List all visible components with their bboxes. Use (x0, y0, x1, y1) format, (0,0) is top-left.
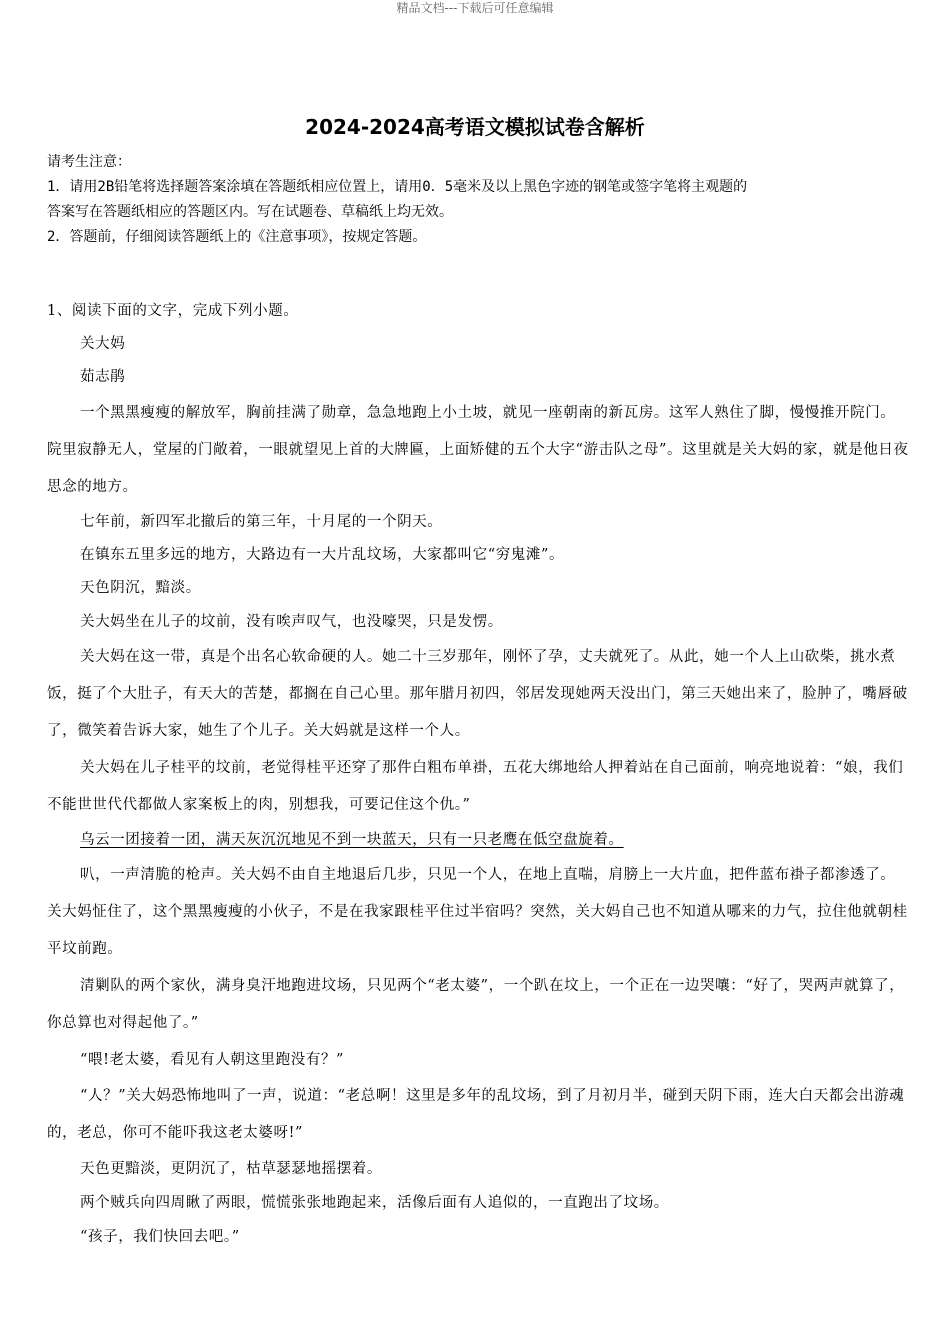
story-author: 茹志鹃 (80, 369, 126, 385)
story-title: 关大妈 (80, 336, 126, 352)
paragraph: 在镇东五里多远的地方，大路边有一大片乱坟场，大家都叫它“穷鬼滩”。 (80, 547, 565, 563)
notice-section (47, 150, 907, 250)
paragraph: 两个贼兵向四周瞅了两眼，慌慌张张地跑起来，活像后面有人追似的，一直跑出了坟场。 (80, 1195, 669, 1211)
paragraph: 关大妈在这一带，真是个出名心软命硬的人。她二十三岁那年，刚怀了孕，丈夫就死了。从此，她一个人上山砍柴，挑水煮饭，挺了个大肚子，有天大的苦楚，都搁在自己心里。那年腊月初四，邻居发现她两天没出门，第三天她出来了，脸肿了，嘴唇破了，微笑着告诉大家，她生了个儿子。关大妈就是这样一个人。 (47, 649, 908, 739)
notice-item-1-line-1: 1．请用2B铅笔将选择题答案涂填在答题纸相应位置上，请用0．5毫米及以上黑色字迹的钢笔或签字笔将主观题的 (47, 179, 748, 195)
paragraph: 清剿队的两个家伙，满身臭汗地跑进坟场，只见两个“老太婆”，一个趴在坟上，一个正在一边哭嚷：“好了，哭两声就算了，你总算也对得起他了。” (47, 978, 905, 1031)
paragraph: 关大妈在儿子桂平的坟前，老觉得桂平还穿了那件白粗布单褂，五花大绑地给人押着站在自己面前，响亮地说着：“娘，我们不能世世代代都做人家案板上的肉，别想我，可要记住这个仇。” (47, 760, 904, 813)
notice-heading: 请考生注意： (47, 154, 131, 170)
page-title: 2024-2024高考语文模拟试卷含解析 (305, 115, 645, 139)
header-note: 精品文档---下载后可任意编辑 (396, 1, 554, 15)
reading-passage (47, 298, 909, 1254)
question-prompt: 1、阅读下面的文字，完成下列小题。 (47, 303, 299, 319)
paragraph: “人？”关大妈恐怖地叫了一声，说道：“老总啊！这里是多年的乱坟场，到了月初月半，碰到天阴下雨，连大白天都会出游魂的，老总，你可不能吓我这老太婆呀!” (47, 1088, 905, 1141)
paragraph: 天色阴沉，黯淡。 (80, 580, 201, 596)
paragraph: 七年前，新四军北撤后的第三年，十月尾的一个阴天。 (80, 514, 443, 530)
paragraph: 天色更黯淡，更阴沉了，枯草瑟瑟地摇摆着。 (80, 1161, 382, 1177)
paragraph: “喂!老太婆，看见有人朝这里跑没有？” (80, 1052, 345, 1068)
paragraph: 叭，一声清脆的枪声。关大妈不由自主地退后几步，只见一个人，在地上直喘，肩膀上一大片血，把件蓝布褂子都渗透了。关大妈怔住了，这个黑黑瘦瘦的小伙子，不是在我家跟桂平住过半宿吗？突然，关大妈自己也不知道从哪来的力气，拉住他就朝桂平坟前跑。 (47, 867, 908, 957)
paragraph: 一个黑黑瘦瘦的解放军，胸前挂满了勋章，急急地跑上小土坡，就见一座朝南的新瓦房。这军人熟住了脚，慢慢推开院门。院里寂静无人，堂屋的门敞着，一眼就望见上首的大牌匾，上面矫健的五个大字“游击队之母”。这里就是关大妈的家，就是他日夜思念的地方。 (47, 405, 909, 495)
notice-item-2: 2．答题前，仔细阅读答题纸上的《注意事项》，按规定答题。 (47, 229, 427, 245)
underlined-sentence: 乌云一团接着一团，满天灰沉沉地见不到一块蓝天，只有一只老鹰在低空盘旋着。 (80, 832, 624, 848)
paragraph (47, 824, 909, 857)
paragraph: “孩子，我们快回去吧。” (80, 1229, 240, 1245)
notice-item-1-line-2: 答案写在答题纸相应的答题区内。写在试题卷、草稿纸上均无效。 (47, 204, 453, 220)
paragraph: 关大妈坐在儿子的坟前，没有唉声叹气，也没嚎哭，只是发愣。 (80, 614, 503, 630)
